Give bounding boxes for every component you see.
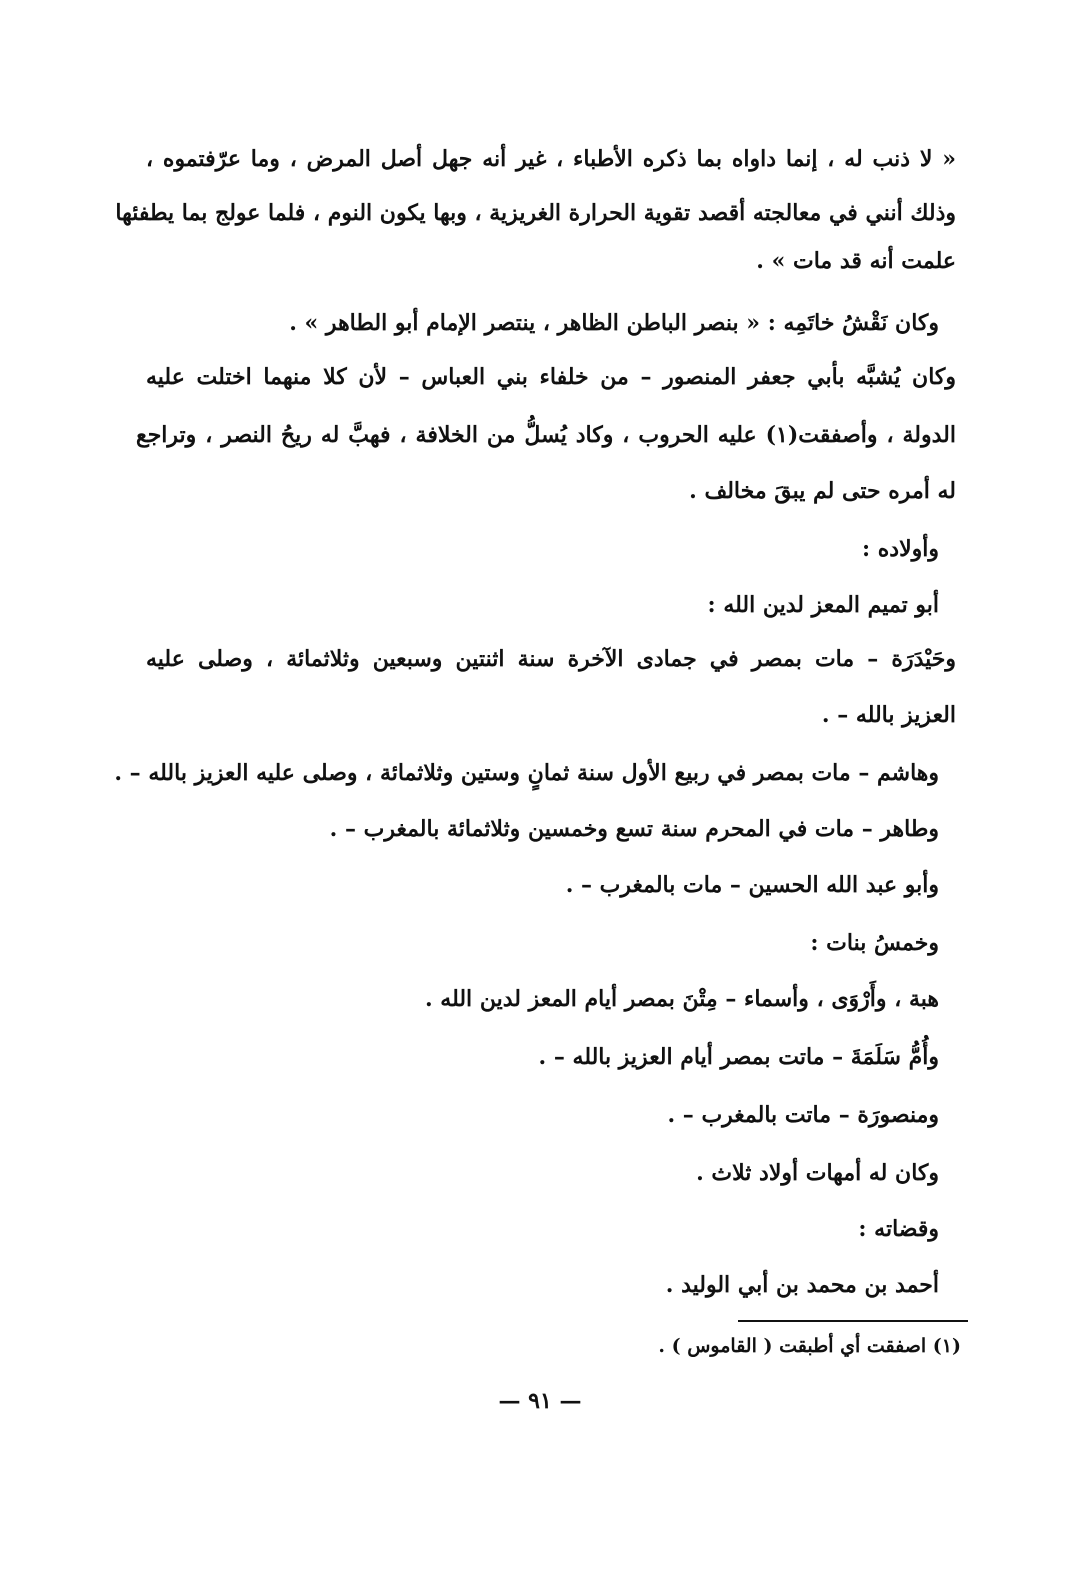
text-line-20: وقضاته : xyxy=(858,1216,939,1242)
text-line-17: وأُمُّ سَلَمَةَ – ماتت بمصر أيام العزيز بالله – . xyxy=(538,1044,939,1070)
text-line-12: وهاشم – مات بمصر في ربيع الأول سنة ثمانٍ وستين وثلاثمائة ، وصلى عليه العزيز بالله – . xyxy=(114,760,939,786)
text-line-9: أبو تميم المعز لدين الله : xyxy=(707,592,939,618)
text-line-10: وحَيْدَرَة – مات بمصر في جمادى الآخرة سنة اثنتين وسبعين وثلاثمائة ، وصلى عليه xyxy=(146,646,956,672)
text-line-19: وكان له أمهات أولاد ثلاث . xyxy=(696,1160,939,1186)
text-line-2: وذلك أنني في معالجته أقصد تقوية الحرارة الغريزية ، وبها يكون النوم ، فلما عولج بما يطفئها xyxy=(115,200,956,226)
footnote-separator xyxy=(738,1320,968,1322)
text-line-5: وكان يُشبَّه بأبي جعفر المنصور – من خلفاء بني العباس – لأن كلا منهما اختلت عليه xyxy=(146,364,956,390)
text-line-11: العزيز بالله – . xyxy=(821,702,956,728)
text-line-13: وطاهر – مات في المحرم سنة تسع وخمسين وثلاثمائة بالمغرب – . xyxy=(329,816,939,842)
footnote: (١) اصفقت أي أطبقت ( القاموس ) . xyxy=(658,1335,961,1357)
text-line-21: أحمد بن محمد بن أبي الوليد . xyxy=(665,1272,939,1298)
text-line-16: هبة ، وأَرْوَى ، وأسماء – مِتْنَ بمصر أيام المعز لدين الله . xyxy=(424,986,939,1012)
text-line-6: الدولة ، وأصفقت(١) عليه الحروب ، وكاد يُسلُّ من الخلافة ، فهبَّ له ريحُ النصر ، وتراجع xyxy=(136,422,956,448)
text-line-7: له أمره حتى لم يبقَ مخالف . xyxy=(689,478,956,504)
page-number: — ٩١ — xyxy=(498,1388,582,1414)
text-line-8: وأولاده : xyxy=(861,536,939,562)
text-line-3: علمت أنه قد مات » . xyxy=(756,248,956,274)
text-line-4: وكان نَقْشُ خاتَمِه : « بنصر الباطن الظاهر ، ينتصر الإمام أبو الطاهر » . xyxy=(289,310,939,336)
text-line-1: « لا ذنب له ، إنما داواه بما ذكره الأطباء ، غير أنه جهل أصل المرض ، وما عرّفتموه ، xyxy=(146,146,956,172)
text-line-18: ومنصورَة – ماتت بالمغرب – . xyxy=(667,1102,939,1128)
text-line-15: وخمسُ بنات : xyxy=(810,930,939,956)
text-line-14: وأبو عبد الله الحسين – مات بالمغرب – . xyxy=(565,872,939,898)
